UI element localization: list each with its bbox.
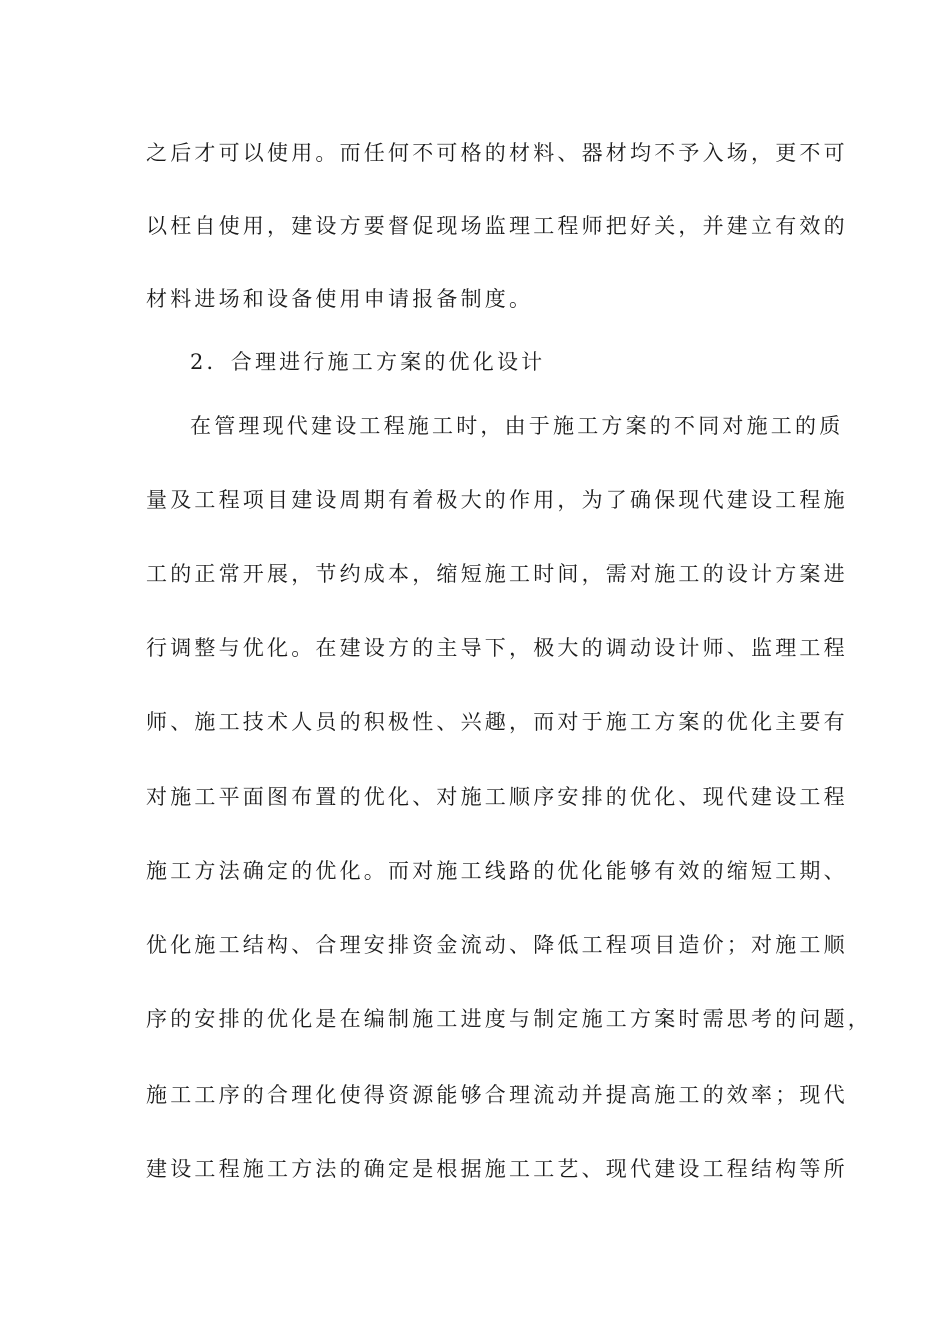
paragraph-line-6: 量及工程项目建设周期有着极大的作用，为了确保现代建设工程施 [146, 488, 848, 512]
paragraph-line-11: 施工方法确定的优化。而对施工线路的优化能够有效的缩短工期、 [146, 859, 848, 883]
paragraph-line-10: 对施工平面图布置的优化、对施工顺序安排的优化、现代建设工程 [146, 785, 848, 809]
paragraph-line-7: 工的正常开展，节约成本，缩短施工时间，需对施工的设计方案进 [146, 562, 848, 586]
section-heading: 2．合理进行施工方案的优化设计 [190, 350, 546, 374]
paragraph-line-8: 行调整与优化。在建设方的主导下，极大的调动设计师、监理工程 [146, 636, 848, 660]
paragraph-line-13: 序的安排的优化是在编制施工进度与制定施工方案时需思考的问题， [146, 1007, 872, 1031]
paragraph-line-2: 以枉自使用，建设方要督促现场监理工程师把好关，并建立有效的 [146, 214, 848, 238]
paragraph-line-14: 施工工序的合理化使得资源能够合理流动并提高施工的效率；现代 [146, 1083, 848, 1107]
paragraph-line-1: 之后才可以使用。而任何不可格的材料、器材均不予入场，更不可 [146, 141, 848, 165]
paragraph-line-12: 优化施工结构、合理安排资金流动、降低工程项目造价；对施工顺 [146, 933, 848, 957]
paragraph-line-9: 师、施工技术人员的积极性、兴趣，而对于施工方案的优化主要有 [146, 710, 848, 734]
paragraph-line-15: 建设工程施工方法的确定是根据施工工艺、现代建设工程结构等所 [146, 1157, 848, 1181]
paragraph-line-5: 在管理现代建设工程施工时，由于施工方案的不同对施工的质 [190, 414, 844, 438]
paragraph-line-3: 材料进场和设备使用申请报备制度。 [146, 287, 534, 311]
